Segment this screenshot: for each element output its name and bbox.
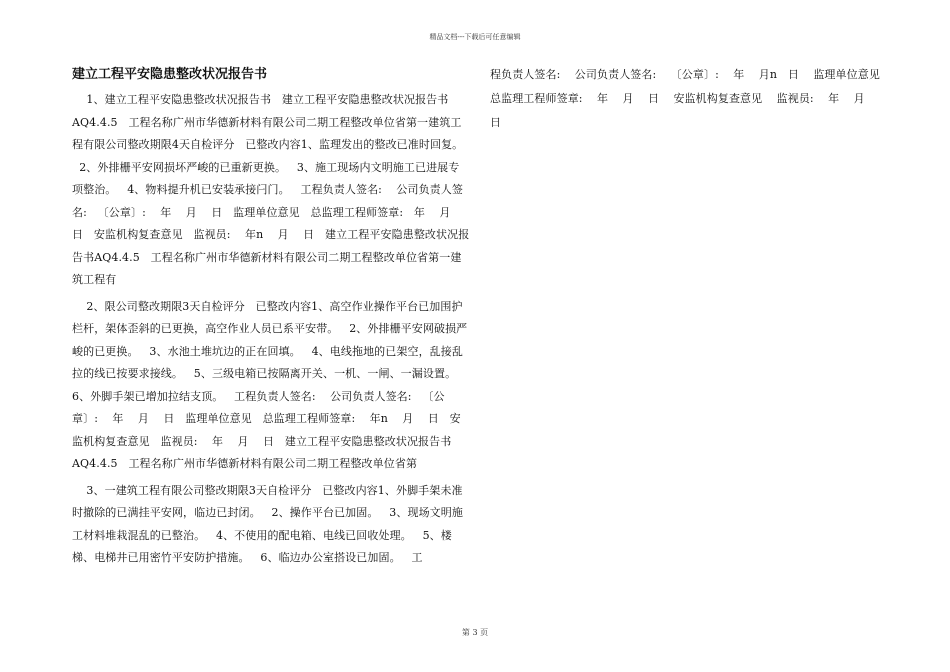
body-paragraph: 2、限公司整改期限3天自检评分 已整改内容1、高空作业操作平台已加围护栏杆，架体歪斜的已更换，高空作业人员已系平安带。 2、外排栅平安网破损严峻的已更换。 3、水池土堆坑边的正在回填。 4、电线拖地的已架空，乱接乱拉的线已按要求接线。 5、三级电箱已按隔离开关、一机、一闸、一漏设置。 6、外脚手架已增加拉结支顶。 工程负责人签名: 公司负责人签名: 〔公章〕: 年 月 日 监理单位意见 总监理工程师签章: 年n 月 日 安监机构复查意见 监视员: 年 月 日 建立工程平安隐患整改状况报告书AQ4.4.5 工程名称广州市华德新材料有限公司二期工程整改单位省第 — [72, 299, 468, 470]
page-number: 第 3 页 — [461, 628, 489, 637]
right-column — [490, 63, 895, 135]
left-column — [72, 66, 470, 570]
page-header: 精品文档---下载后可任意编辑 — [429, 33, 521, 41]
body-paragraph: 1、建立工程平安隐患整改状况报告书 建立工程平安隐患整改状况报告书 AQ4.4.5 工程名称广州市华德新材料有限公司二期工程整改单位省第一建筑工程有限公司整改期限4天自检评分 已整改内容1、监理发出的整改已准时回复。 — [72, 93, 464, 151]
body-paragraph: 2、外排栅平安网损坏严峻的已重新更换。 3、施工现场内文明施工已进展专项整治。 4、物料提升机已安装承接闩门。 工程负责人签名: 公司负责人签名: 〔公章〕: 年 月 日 监理单位意见 总监理工程师签章: 年 月 日 安监机构复查意见 监视员: 年n 月 日 建立工程平安隐患整改状况报告书AQ4.4.5 工程名称广州市华德新材料有限公司二期工程整改单位省第一建筑工程有 — [72, 160, 470, 286]
body-paragraph: 程负责人签名: 公司负责人签名: 〔公章〕: 年 月n 日 监理单位意见 总监理工程师签章: 年 月 日 安监机构复查意见 监视员: 年 月 日 — [490, 68, 895, 129]
body-paragraph: 3、一建筑工程有限公司整改期限3天自检评分 已整改内容1、外脚手架未准时撤除的已满挂平安网，临边已封闭。 2、操作平台已加固。 3、现场文明施工材料堆栽混乱的已整治。 4、不使用的配电箱、电线已回收处理。 5、楼梯、电梯井已用密竹平安防护措施。 6、临边办公室搭设已加固。 工 — [72, 483, 463, 564]
document-title: 建立工程平安隐患整改状况报告书 — [72, 67, 268, 82]
